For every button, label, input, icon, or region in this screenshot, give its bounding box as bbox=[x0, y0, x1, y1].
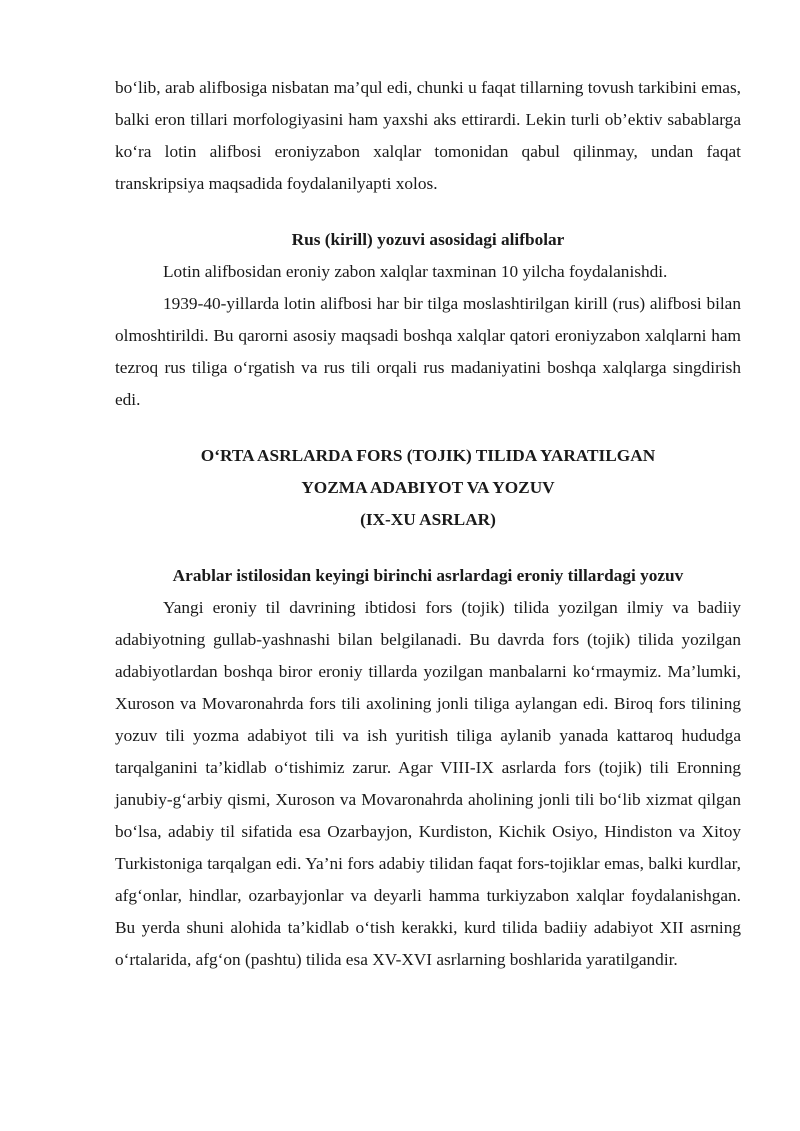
body-paragraph: 1939-40-yillarda lotin alifbosi har bir tilga moslashtirilgan kirill (rus) alifbosi bilan olmoshtirildi. Bu qarorni asosiy maqsadi boshqa xalqlar qatori eroniyzabon xalqlarni ham tezroq rus tiliga o‘rgatish va rus tili orqali rus madaniyatini boshqa xalqlarga singdirish edi. bbox=[115, 294, 741, 409]
intro-paragraph: bo‘lib, arab alifbosiga nisbatan ma’qul edi, chunki u faqat tillarning tovush tarkibini emas, balki eron tillari morfologiyasini ham yaxshi aks ettirardi. Lekin turli ob’ektiv sabablarga ko‘ra lotin alifbosi eroniyzabon xalqlar tomonidan qabul qilinmay, undan faqat transkripsiya maqsadida foydalanilyapti xolos. bbox=[115, 78, 741, 193]
document-page bbox=[115, 72, 741, 976]
body-paragraph: Yangi eroniy til davrining ibtidosi fors (tojik) tilida yozilgan ilmiy va badiiy adabiyotning gullab-yashnashi bilan belgilanadi. Bu davrda fors (tojik) tilida yozilgan adabiyotlardan boshqa biror eroniy tillarda yozilgan manbalarni ko‘rmaymiz. Ma’lumki, Xuroson va Movaronahrda fors tili axolining jonli tiliga aylangan edi. Biroq fors tilining yozuv tili yozma adabiyot tili va ish yuritish tiliga aylanib yanada kattaroq hududga tarqalganini ta’kidlab o‘tishimiz zarur. Agar VIII-IX asrlarda fors (tojik) tili Eronning janubiy-g‘arbiy qismi, Xuroson va Movaronahrda aholining jonli tili bo‘lib xizmat qilgan bo‘lsa, adabiy til sifatida esa Ozarbayjon, Kurdiston, Kichik Osiyo, Hindiston va Xitoy Turkistoniga tarqalgan edi. Ya’ni fors adabiy tilidan faqat fors-tojiklar emas, balki kurdlar, afg‘onlar, hindlar, ozarbayjonlar va deyarli hamma turkiyzabon xalqlar foydalanishgan. Bu yerda shuni alohida ta’kidlab o‘tish kerakki, kurd tilida badiiy adabiyot XII asrning o‘rtalarida, afg‘on (pashtu) tilida esa XV-XVI asrlarning boshlarida yaratilgandir. bbox=[115, 598, 741, 969]
chapter-title-line1: O‘RTA ASRLARDA FORS (TOJIK) TILIDA YARATILGAN bbox=[200, 446, 656, 465]
body-paragraph: Lotin alifbosidan eroniy zabon xalqlar taxminan 10 yilcha foydalanishdi. bbox=[163, 262, 668, 281]
spacer bbox=[115, 536, 741, 560]
section-heading-arab-conquest: Arablar istilosidan keyingi birinchi asrlardagi eroniy tillardagi yozuv bbox=[172, 566, 684, 585]
chapter-title-line2: YOZMA ADABIYOT VA YOZUV bbox=[301, 478, 555, 497]
section-heading-cyrillic: Rus (kirill) yozuvi asosidagi alifbolar bbox=[291, 230, 565, 249]
chapter-title-line3: (IX-XU ASRLAR) bbox=[360, 510, 496, 529]
spacer bbox=[115, 200, 741, 224]
spacer bbox=[115, 416, 741, 440]
